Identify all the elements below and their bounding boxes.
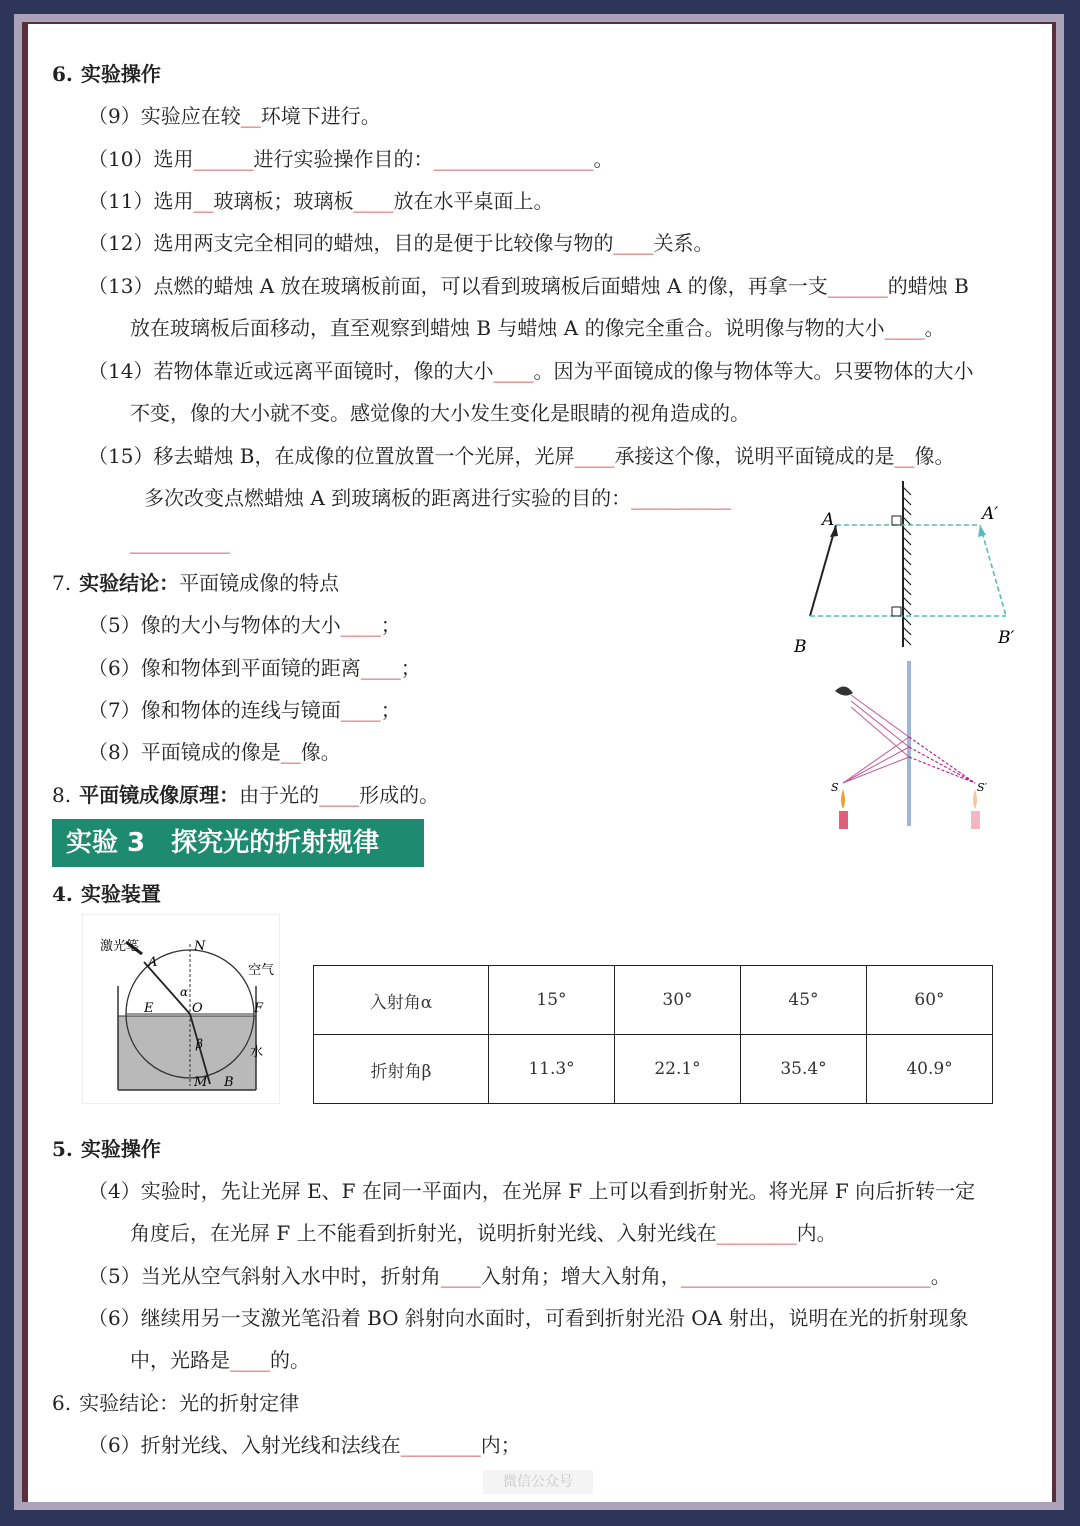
item-13-cont bbox=[130, 314, 945, 342]
label-beta: β bbox=[196, 1037, 203, 1051]
text: （5）当光从空气斜射入水中时，折射角 bbox=[88, 1264, 441, 1288]
table-cell: 22.1° bbox=[615, 1035, 741, 1104]
candle-S-prime bbox=[971, 811, 980, 829]
text: 进行实验操作目的： bbox=[253, 147, 434, 171]
table-cell: 11.3° bbox=[489, 1035, 615, 1104]
item-14 bbox=[88, 357, 973, 385]
answer-blank[interactable]: ________ bbox=[400, 1433, 481, 1457]
answer-blank[interactable]: ______ bbox=[827, 274, 888, 298]
item-14-cont bbox=[130, 399, 750, 427]
row-label-incidence: 入射角α bbox=[314, 966, 489, 1035]
text: 关系。 bbox=[653, 231, 714, 255]
text: 内。 bbox=[796, 1221, 837, 1245]
answer-blank[interactable]: ____ bbox=[319, 783, 360, 807]
label-alpha: α bbox=[180, 985, 189, 999]
text: 。 bbox=[930, 1264, 951, 1288]
text: （8）平面镜成的像是 bbox=[88, 740, 281, 764]
mirror-image-diagram bbox=[788, 479, 1038, 654]
refraction-apparatus-diagram bbox=[82, 914, 280, 1104]
text: 。因为平面镜成的像与物体等大。只要物体的大小 bbox=[533, 359, 974, 383]
text: 的。 bbox=[270, 1348, 310, 1372]
answer-blank[interactable]: __ bbox=[894, 444, 915, 468]
text: 角度后，在光屏 F 上不能看到折射光，说明折射光线、入射光线在 bbox=[130, 1221, 717, 1245]
text: 由于光的 bbox=[239, 783, 320, 807]
eye-icon bbox=[835, 686, 853, 695]
heading-7 bbox=[52, 569, 339, 597]
text: 像。 bbox=[300, 740, 341, 764]
banner-title: 探究光的折射规律 bbox=[171, 828, 380, 858]
table-cell: 35.4° bbox=[741, 1035, 867, 1104]
label-A: A bbox=[148, 955, 158, 970]
text: （6）像和物体到平面镜的距离 bbox=[88, 656, 361, 680]
text: ； bbox=[400, 656, 421, 680]
heading-number: 6. bbox=[52, 62, 73, 86]
text: 放在玻璃板后面移动，直至观察到蜡烛 B 与蜡烛 A 的像完全重合。说明像与物的大小 bbox=[130, 316, 885, 340]
heading-title: 实验操作 bbox=[80, 62, 161, 86]
item-11 bbox=[88, 187, 553, 215]
answer-blank[interactable]: __ bbox=[280, 740, 301, 764]
label-E: E bbox=[144, 1001, 154, 1016]
label-F: F bbox=[254, 1001, 264, 1016]
operation-4-cont bbox=[130, 1219, 837, 1247]
text: （5）像的大小与物体的大小 bbox=[88, 613, 341, 637]
answer-blank[interactable]: ____ bbox=[360, 656, 401, 680]
label-B-prime: B′ bbox=[998, 628, 1015, 648]
heading-title: 平面镜成像原理： bbox=[79, 783, 240, 807]
heading-6-conclusion bbox=[52, 1389, 299, 1417]
conclusion-5 bbox=[88, 611, 401, 639]
candle-S bbox=[839, 811, 848, 829]
label-water: 水 bbox=[250, 1045, 264, 1060]
text: 多次改变点燃蜡烛 A 到玻璃板的距离进行实验的目的： bbox=[144, 486, 632, 510]
heading-title: 实验装置 bbox=[80, 882, 161, 906]
label-N: N bbox=[194, 939, 206, 954]
table-cell: 15° bbox=[489, 966, 615, 1035]
text: 内； bbox=[480, 1433, 521, 1457]
table-row bbox=[314, 966, 993, 1035]
label-B: B bbox=[224, 1075, 234, 1090]
table-cell: 45° bbox=[741, 966, 867, 1035]
label-O: O bbox=[192, 1001, 203, 1016]
text: 形成的。 bbox=[359, 783, 440, 807]
heading-number: 6. bbox=[52, 1391, 72, 1415]
answer-blank[interactable]: _________________________ bbox=[680, 1264, 931, 1288]
conclusion-8 bbox=[88, 738, 341, 766]
text: 承接这个像，说明平面镜成的是 bbox=[614, 444, 895, 468]
answer-blank[interactable]: __ bbox=[240, 104, 261, 128]
worksheet-page bbox=[28, 24, 1052, 1502]
answer-blank[interactable]: ________ bbox=[716, 1221, 797, 1245]
heading-number: 7. bbox=[52, 571, 72, 595]
text: （13）点燃的蜡烛 A 放在玻璃板前面，可以看到玻璃板后面蜡烛 A 的像，再拿一支 bbox=[88, 274, 828, 298]
table-cell: 40.9° bbox=[867, 1035, 993, 1104]
label-laser: 激光笔 bbox=[100, 939, 140, 954]
answer-blank[interactable]: ____ bbox=[353, 189, 394, 213]
text: 玻璃板；玻璃板 bbox=[213, 189, 354, 213]
answer-blank[interactable]: ____ bbox=[340, 613, 381, 637]
watermark: 微信公众号 bbox=[483, 1470, 593, 1494]
text: 像。 bbox=[914, 444, 955, 468]
answer-blank[interactable]: ____ bbox=[613, 231, 654, 255]
label-S: S bbox=[831, 781, 839, 794]
answer-blank[interactable]: ____ bbox=[340, 698, 381, 722]
answer-blank[interactable]: ______ bbox=[193, 147, 254, 171]
answer-blank[interactable]: __________ bbox=[130, 530, 230, 554]
text: （12）选用两支完全相同的蜡烛，目的是便于比较像与物的 bbox=[88, 231, 614, 255]
label-A-prime: A′ bbox=[982, 504, 999, 524]
label-air: 空气 bbox=[248, 963, 275, 978]
text: 放在水平桌面上。 bbox=[393, 189, 554, 213]
text: （4）实验时，先让光屏 E、F 在同一平面内，在光屏 F 上可以看到折射光。将光屏 F 向后折转一定 bbox=[88, 1179, 976, 1203]
heading-title: 实验结论： bbox=[79, 571, 180, 595]
answer-blank[interactable]: ____ bbox=[574, 444, 615, 468]
operation-5 bbox=[88, 1262, 951, 1290]
text: 。 bbox=[593, 147, 614, 171]
heading-6 bbox=[52, 60, 161, 88]
operation-4 bbox=[88, 1177, 975, 1205]
text: （10）选用 bbox=[88, 147, 194, 171]
label-B: B bbox=[794, 637, 807, 654]
angle-table bbox=[313, 965, 993, 1104]
label-S-prime: S′ bbox=[977, 781, 988, 794]
answer-blank[interactable]: ____ bbox=[230, 1348, 270, 1372]
label-M: M bbox=[194, 1075, 208, 1090]
answer-blank[interactable]: ____ bbox=[884, 316, 925, 340]
table-row bbox=[314, 1035, 993, 1104]
item-15-cont bbox=[144, 484, 731, 512]
heading-rest: 平面镜成像的特点 bbox=[179, 571, 340, 595]
text: ； bbox=[380, 613, 401, 637]
conclusion-6 bbox=[88, 654, 421, 682]
text: ； bbox=[380, 698, 401, 722]
text: （6）折射光线、入射光线和法线在 bbox=[88, 1433, 401, 1457]
item-15-cont2 bbox=[130, 528, 230, 556]
item-13 bbox=[88, 272, 969, 300]
law-6 bbox=[88, 1431, 521, 1459]
object-arrow bbox=[810, 525, 836, 616]
heading-4 bbox=[52, 880, 161, 908]
item-10 bbox=[88, 145, 613, 173]
table-cell: 30° bbox=[615, 966, 741, 1035]
operation-6-cont bbox=[130, 1346, 310, 1374]
item-15 bbox=[88, 442, 955, 470]
heading-title: 实验操作 bbox=[80, 1137, 161, 1161]
conclusion-7 bbox=[88, 696, 401, 724]
heading-title: 实验结论： bbox=[79, 1391, 180, 1415]
table-cell: 60° bbox=[867, 966, 993, 1035]
heading-number: 4. bbox=[52, 882, 73, 906]
banner-label: 实验 3 bbox=[66, 828, 146, 858]
operation-6 bbox=[88, 1304, 968, 1332]
text: 。 bbox=[924, 316, 945, 340]
answer-blank[interactable]: ____ bbox=[440, 1264, 481, 1288]
text: （7）像和物体的连线与镜面 bbox=[88, 698, 341, 722]
answer-blank[interactable]: __________ bbox=[631, 486, 732, 510]
row-label-refraction: 折射角β bbox=[314, 1035, 489, 1104]
text: 入射角；增大入射角， bbox=[480, 1264, 681, 1288]
heading-number: 8. bbox=[52, 783, 72, 807]
text: 的蜡烛 B bbox=[887, 274, 969, 298]
label-A: A bbox=[822, 510, 835, 530]
eye-candle-diagram bbox=[823, 659, 1003, 829]
text: （6）继续用另一支激光笔沿着 BO 斜射向水面时，可看到折射光沿 OA 射出，说明在光的折射现象 bbox=[88, 1306, 969, 1330]
text: （14）若物体靠近或远离平面镜时，像的大小 bbox=[88, 359, 494, 383]
text: 中，光路是 bbox=[130, 1348, 230, 1372]
text: 环境下进行。 bbox=[260, 104, 381, 128]
text: （11）选用 bbox=[88, 189, 194, 213]
item-12 bbox=[88, 229, 713, 257]
heading-rest: 光的折射定律 bbox=[179, 1391, 300, 1415]
text: （9）实验应在较 bbox=[88, 104, 241, 128]
answer-blank[interactable]: ____ bbox=[493, 359, 534, 383]
answer-blank[interactable]: ________________ bbox=[433, 147, 594, 171]
item-9 bbox=[88, 102, 381, 130]
answer-blank[interactable]: __ bbox=[193, 189, 214, 213]
heading-number: 5. bbox=[52, 1137, 73, 1161]
heading-5 bbox=[52, 1135, 161, 1163]
heading-8 bbox=[52, 781, 439, 809]
text: （15）移去蜡烛 B，在成像的位置放置一个光屏，光屏 bbox=[88, 444, 575, 468]
experiment-3-banner bbox=[52, 819, 424, 867]
text: 不变，像的大小就不变。感觉像的大小发生变化是眼睛的视角造成的。 bbox=[130, 401, 750, 425]
